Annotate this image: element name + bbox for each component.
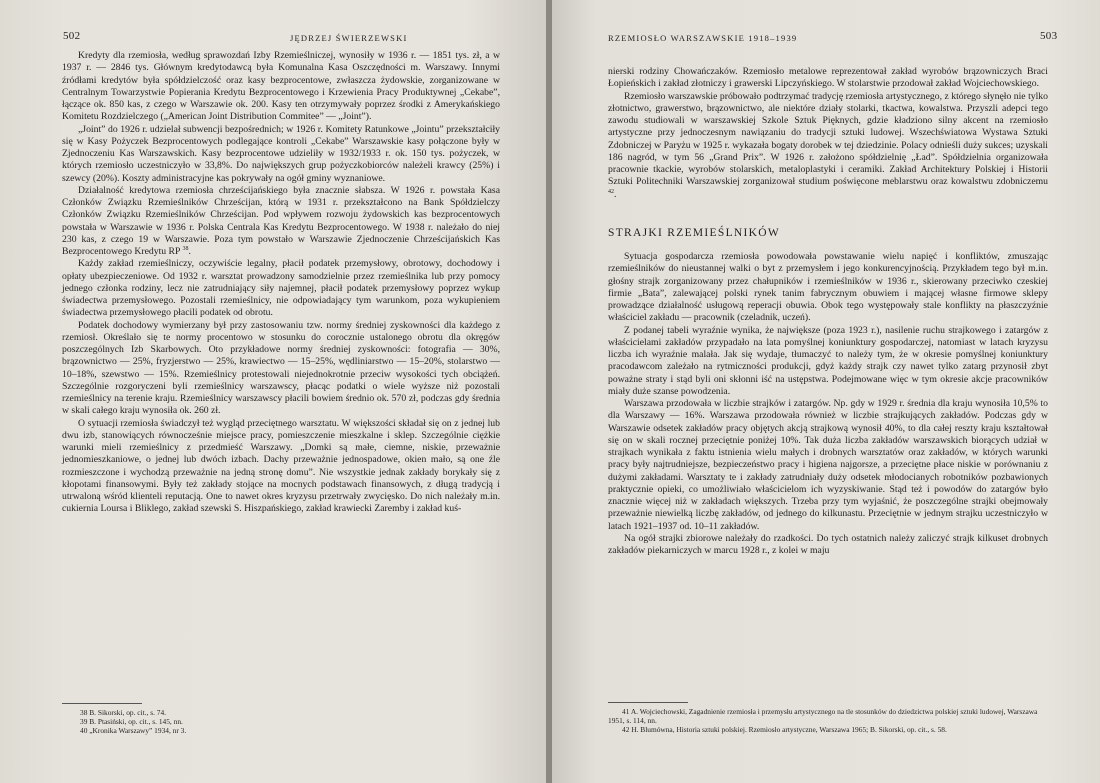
footnote-ref: 42 bbox=[608, 188, 614, 195]
paragraph: Kredyty dla rzemiosła, według sprawozdań Izby Rzemieślniczej, wynosiły w 1936 r. — 1851 tys. zł, a w 1937 r. — 2846 tys. Głównym kredytodawcą była Komunalna Kasa Oszczędności m. Warszawy. Innymi źródłami kredytów była spółdzielczość oraz kasy bezprocentowe, zwłaszcza żydowskie, zorganizowane w Centralnym Towarzystwie Popierania Kredytu Bezprocentowego i Krzewienia Pracy Produktywnej „Cekabe”, łączące ok. 850 kas, z czego w Warszawie ok. 200. Kasy ten otrzymywały poprzez środki z Amerykańskiego Komitetu Rozdzielczego („American Joint Distribution Commitee” — „Joint”). bbox=[62, 50, 500, 123]
running-head-left: JĘDRZEJ ŚWIERZEWSKI bbox=[290, 33, 408, 43]
footnote: 41 A. Wojciechowski, Zagadnienie rzemiosła i przemysłu artystycznego na tle stosunków do dziedzictwa polskiej sztuki ludowej, Warszawa 1951, s. 114, nn. bbox=[608, 707, 1038, 726]
paragraph: „Joint” do 1926 r. udzielał subwencji bezpośrednich; w 1926 r. Komitety Ratunkowe „Jointu” przekształciły się w Kasy Pożyczek Bezprocentowych podlegające kontroli „Cekabe” Warszawskie kasy połączone były w Zjednoczeniu Kas Warszawskich. Kasy bezprocentowe udzieliły w 1932/1933 r. ok. 150 tys. pożyczek, w których rzemiosło uczestniczyło w 33,8%. Do największych grup pożyczkobiorców należeli krawcy (25%) i szewcy (20%). Koszty administracyjne kas pokrywały na ogół gminy wyznaniowe. bbox=[62, 123, 500, 184]
paragraph: Z podanej tabeli wyraźnie wynika, że największe (poza 1923 r.), nasilenie ruchu strajkowego i zatargów z właścicielami zakładów przypadało na lata pomyślnej koniunktury gospodarczej, natomiast w latach kryzysu liczba ich wyraźnie malała. Jak się wydaje, tłumaczyć to należy tym, że w okresie pomyślnej koniunktury pracodawcom zależało na rytmiczności produkcji, gdyż każdy strajk czy nawet tylko zatarg przynosił zbyt poważne straty i stąd byli oni skłonni iść na ustępstwa. Podejmowane więc w tym okresie akcje pracowników miały duże szanse powodzenia. bbox=[608, 324, 1048, 397]
footnote: 42 H. Blumówna, Historia sztuki polskiej. Rzemiosło artystyczne, Warszawa 1965; B. Sikorski, op. cit., s. 58. bbox=[622, 725, 947, 735]
right-page bbox=[552, 0, 1100, 783]
paragraph: Podatek dochodowy wymierzany był przy zastosowaniu tzw. normy średniej zyskowności dla każdego z rzemiosł. Określało się te normy procentowo w stosunku do corocznie ustalonego obrotu dla okręgów poszczególnych Izb Skarbowych. Oto przykładowe normy średniej zyskowności: fotografia — 30%, brązownictwo — 25%, fryzjerstwo — 25%, krawiectwo — 15–25%, wędliniarstwo — 15–20%, stolarstwo — 10–18%, szewstwo — 15%. Rzemieślnicy protestowali niejednokrotnie przeciw wysokości tych obciążeń. Szczególnie rozgoryczeni byli rzemieślnicy warszawscy, płacąc podatki o wiele wyższe niż pozostali rzemieślnicy na terenie kraju. Rzemieślnicy warszawscy płacili bowiem średnio ok. 570 zł, podczas gdy średnia w skali całego kraju wynosiła ok. 260 zł. bbox=[62, 319, 500, 417]
left-footnotes bbox=[80, 708, 500, 736]
paragraph: Każdy zakład rzemieślniczy, oczywiście legalny, płacił podatek przemysłowy, obrotowy, dochodowy i opłaty ubezpieczeniowe. Od 1932 r. warsztat prowadzony samodzielnie przez rzemieślnika lub przy pomocy jednego członka rodziny, lecz nie zatrudniający siły najemnej, płacił podatek przemysłowy poprzez wykup świadectwa przemysłowego. Pozostali rzemieślnicy, nie odpowiadający tym warunkom, poza wykupieniem świadectwa przemysłowego płacili podatek od obrotu. bbox=[62, 258, 500, 319]
paragraph: Sytuacja gospodarcza rzemiosła powodowała powstawanie wielu napięć i konfliktów, zmuszając rzemieślników do nieustannej walki o byt z przemysłem i jego konkurencyjnością. Przykładem tego był m.in. głośny strajk zorganizowany przez chałupników i rzemieślników w 1936 r., skierowany przeciwko czeskiej firmie „Bata”, zalewającej polski rynek tanim fabrycznym obuwiem i mającej własne firmowe sklepy prowadzące działalność usługową reperacji obuwia. Obok tego występowały stale konflikty na płaszczyźnie właściciel zakładu — pracownik (czeladnik, uczeń). bbox=[608, 251, 1048, 324]
footnote-rule bbox=[608, 702, 688, 703]
paragraph: nierski rodziny Chowańczaków. Rzemiosło metalowe reprezentował zakład wyrobów brązowniczych Braci Łopieńskich i zakład złotniczy i grawerski Lipczyńskiego. W stolarstwie przodował zakład Wojciechowskiego. bbox=[608, 66, 1048, 90]
footnote-ref: 38 bbox=[182, 245, 189, 252]
footnote-rule bbox=[62, 703, 142, 704]
footnote: 40 „Kronika Warszawy” 1934, nr 3. bbox=[80, 726, 187, 736]
right-body bbox=[608, 66, 1048, 557]
footnote: 39 B. Ptasiński, op. cit., s. 145, nn. bbox=[80, 717, 183, 727]
paragraph: Rzemiosło warszawskie próbowało podtrzymać tradycję rzemiosła artystycznego, z którego słynęło nie tylko złotnictwo, grawerstwo, brązownictwo, ale niektóre działy stolarki, tkactwa, kowalstwa. Przyszli adepci tego zawodu studiowali w warszawskiej Szkole Sztuk Pięknych, gdzie kładziono silny akcent na rzemiosło artystyczne przy jednoczesnym nawiązaniu do tradycji sztuki ludowej. Wszechświatowa Wystawa Sztuki Zdobniczej w Paryżu w 1925 r. wykazała bogaty dorobek w tej dziedzinie. Polacy odnieśli duży sukces; uzyskali 186 nagród, w tym 56 „Grand Prix”. W 1926 r. założono spółdzielnię „Ład”. Spółdzielnia organizowała pracownie tkackie, wyrobów stolarskich, metaloplastyki i ceramiki. Zakład Architektury Polskiej i Historii Sztuki Politechniki Warszawskiej zorganizował studium poświęcone meblarstwu oraz kowalstwu zdobniczemu $^{42}$. bbox=[608, 90, 1048, 200]
running-head-right: RZEMIOSŁO WARSZAWSKIE 1918–1939 bbox=[608, 33, 798, 43]
footnote: 38 B. Sikorski, op. cit., s. 74. bbox=[80, 708, 167, 717]
section-title: STRAJKI RZEMIEŚLNIKÓW bbox=[608, 226, 780, 239]
left-body bbox=[62, 50, 500, 516]
page-number-left: 502 bbox=[63, 30, 81, 42]
paragraph: Na ogół strajki zbiorowe należały do rzadkości. Do tych ostatnich należy zaliczyć strajk kilkuset drobnych zakładów piekarniczych w marcu 1928 r., z kolei w maju bbox=[608, 532, 1048, 556]
page-number-right: 503 bbox=[1040, 30, 1058, 42]
right-footnotes bbox=[608, 707, 1048, 735]
left-page bbox=[0, 0, 548, 783]
paragraph: Warszawa przodowała w liczbie strajków i zatargów. Np. gdy w 1929 r. średnia dla kraju wynosiła 10,5% to dla Warszawy — 16%. Warszawa przodowała również w liczbie strajkujących zakładów. Podczas gdy w Warszawie odsetek zakładów pracy objętych akcją strajkową wynosił 40%, to dla całej reszty kraju kształtował się on w skali rocznej przeciętnie poniżej 10%. Tak duża liczba zakładów warszawskich biorących udział w strajkach wynikała z faktu istnienia wielu małych i drobnych warsztatów oraz zakładów, w których warunki pracy były najtrudniejsze, bezpieczeństwo pracy i higiena najgorsze, a przeciętne płace niskie w porównaniu z dużymi zakładami. Warsztaty te i zakłady zatrudniały duży odsetek młodocianych robotników pozbawionych praktycznie opieki, co umożliwiało właścicielom ich wyzyskiwanie. Stąd też i powodów do zatargów było znacznie więcej niż w zakładach większych. Trzeba przy tym wyjaśnić, że poszczególne strajki obejmowały przeważnie niewielką liczbę zakładów, od jednego do kilkunastu. Przeciętnie w jednym strajku uczestniczyło w latach 1921–1937 od. 10–11 zakładów. bbox=[608, 398, 1048, 532]
paragraph: Działalność kredytowa rzemiosła chrześcijańskiego była znacznie słabsza. W 1926 r. powstała Kasa Członków Związku Rzemieślników Chrześcijan, którą w 1931 r. przekształcono na Bank Spółdzielczy Członków Związku Rzemieślników Chrześcijan. Pod wpływem rozwoju żydowskich kas bezprocentowych powstała w Warszawie w 1936 r. Polska Centrala Kas Kredytu Bezprocentowego. W 1938 r. należało do niej 230 kas, z czego 19 w Warszawie. Poza tym powstało w Warszawie Zjednoczenie Chrześcijańskich Kas Bezprocentowego Kredytu RP $^{38}$. bbox=[62, 184, 500, 257]
paragraph: O sytuacji rzemiosła świadczył też wygląd przeciętnego warsztatu. W większości składał się on z jednej lub dwu izb, stanowiących równocześnie miejsce pracy, pomieszczenie mieszkalne i sklep. Szczególnie ciężkie warunki mieli rzemieślnicy z przedmieść Warszawy. „Domki są małe, ciemne, niskie, przeważnie jednomieszkaniowe, o jednej lub dwóch izbach. Dachy przeważnie jednospadowe, okien mało, są one źle rozmieszczone i wychodzą przeważnie na jedną stronę domu”. Nie wszystkie jednak zakłady borykały się z kłopotami finansowymi. Były też zakłady stojące na mocnych podstawach finansowych, z długą tradycją i utrwaloną wśród klienteli reputacją. One to nawet okres kryzysu przetrwały zwycięsko. Do nich należały m.in. cukiernia Loursa i Bliklego, zakład szewski S. Hiszpańskiego, zakład krawiecki Zaremby i zakład kuś- bbox=[62, 417, 500, 515]
